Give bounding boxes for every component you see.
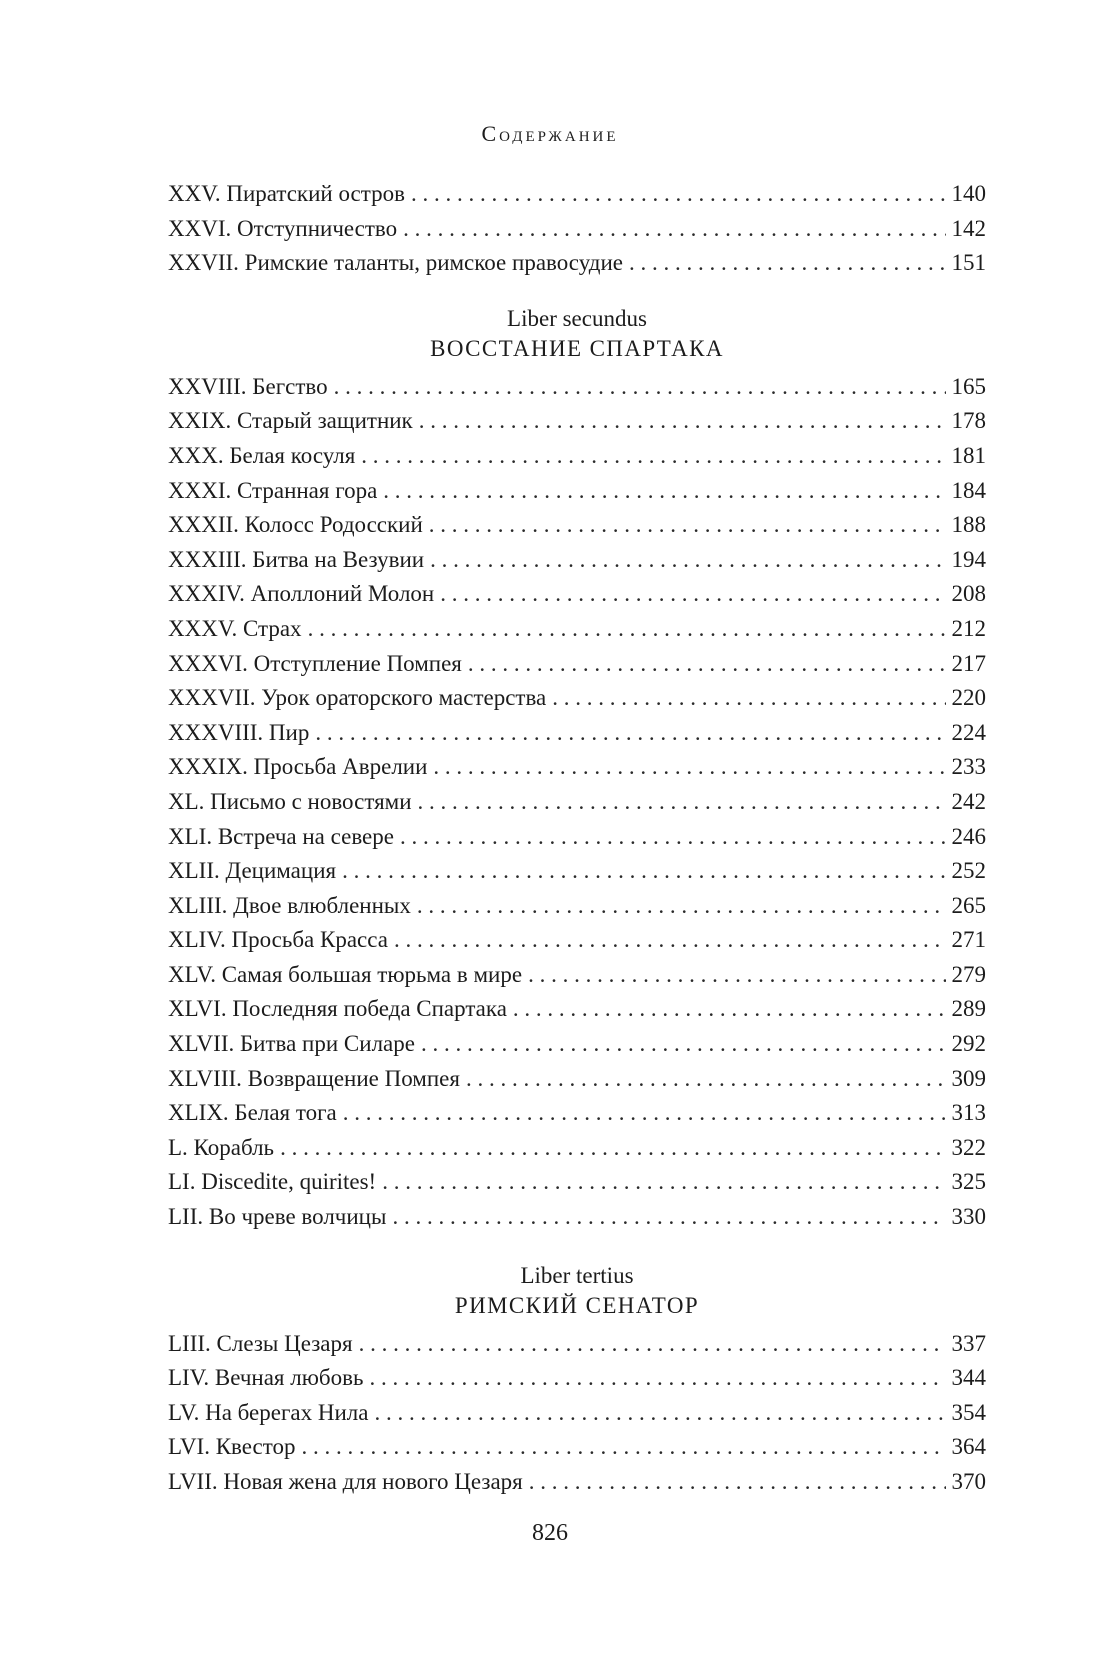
toc-entry (168, 820, 986, 855)
toc-entry (168, 1327, 986, 1362)
toc-entry-page: 242 (951, 788, 986, 814)
part-label: Liber tertius (520, 1262, 634, 1288)
dot-leader (513, 992, 946, 1027)
toc-entry-page: 271 (951, 927, 986, 953)
toc-entry-title: XXXVI. Отступление Помпея (168, 650, 462, 676)
toc-entry-title: LV. На берегах Нила (168, 1399, 369, 1425)
toc-entry-page: 344 (951, 1365, 986, 1391)
toc-entry (168, 1131, 986, 1166)
toc-entry-page: 252 (951, 858, 986, 884)
toc-entry (168, 1096, 986, 1131)
toc-entry-page: 208 (951, 581, 986, 607)
toc-entry-page: 194 (951, 546, 986, 572)
toc-entry-title: L. Корабль (168, 1134, 275, 1160)
toc-entry (168, 923, 986, 958)
dot-leader (361, 439, 945, 474)
toc-entry-title: XXXII. Колосс Родосский (168, 512, 423, 538)
table-of-contents (168, 177, 986, 1500)
toc-entry (168, 681, 986, 716)
toc-entry-page: 322 (951, 1134, 986, 1160)
dot-leader (403, 212, 945, 247)
toc-entry (168, 246, 986, 281)
dot-leader (629, 246, 946, 281)
dot-leader (400, 820, 946, 855)
toc-entry-page: 165 (951, 373, 986, 399)
toc-entry (168, 439, 986, 474)
toc-entry-title: LIV. Вечная любовь (168, 1365, 364, 1391)
toc-entry-page: 309 (951, 1065, 986, 1091)
toc-entry-title: XLII. Децимация (168, 858, 337, 884)
toc-entry (168, 212, 986, 247)
toc-entry-title: XXVI. Отступничество (168, 215, 398, 241)
toc-entry (168, 404, 986, 439)
toc-entry-title: XXXVIII. Пир (168, 719, 310, 745)
toc-entry (168, 1062, 986, 1097)
dot-leader (392, 1200, 945, 1235)
toc-entry (168, 750, 986, 785)
toc-entry (168, 1361, 986, 1396)
toc-entry-title: XLVI. Последняя победа Спартака (168, 996, 507, 1022)
toc-entry-page: 212 (951, 615, 986, 641)
part-heading-book2 (168, 304, 986, 364)
dot-leader (429, 508, 946, 543)
dot-leader (334, 370, 946, 405)
toc-entry-title: XXXI. Странная гора (168, 477, 378, 503)
toc-entry-title: XXVII. Римские таланты, римское правосудие (168, 250, 623, 276)
toc-entry-title: XXXIV. Аполлоний Молон (168, 581, 435, 607)
toc-entry-title: XXXVII. Урок ораторского мастерства (168, 685, 547, 711)
dot-leader (374, 1396, 945, 1431)
toc-entry (168, 1430, 986, 1465)
toc-entry-title: LVI. Квестор (168, 1434, 296, 1460)
toc-entry (168, 1200, 986, 1235)
dot-leader (421, 1027, 946, 1062)
dot-leader (343, 1096, 946, 1131)
toc-entry (168, 543, 986, 578)
toc-entry (168, 785, 986, 820)
dot-leader (369, 1361, 945, 1396)
toc-entry (168, 854, 986, 889)
dot-leader (308, 612, 946, 647)
part-heading-book3 (168, 1261, 986, 1321)
toc-entry-title: LII. Во чреве волчицы (168, 1204, 387, 1230)
dot-leader (342, 854, 945, 889)
toc-entry-title: XLI. Встреча на севере (168, 823, 394, 849)
book3-chapter-list (168, 1327, 986, 1500)
toc-entry (168, 647, 986, 682)
dot-leader (359, 1327, 946, 1362)
toc-entry-page: 181 (951, 442, 986, 468)
toc-entry-page: 184 (951, 477, 986, 503)
running-head: Содержание (481, 121, 619, 146)
toc-entry-page: 354 (951, 1399, 986, 1425)
dot-leader (315, 716, 945, 751)
toc-entry-page: 178 (951, 408, 986, 434)
dot-leader (411, 177, 946, 212)
part-title: ВОССТАНИЕ СПАРТАКА (430, 335, 724, 361)
toc-entry-page: 330 (951, 1204, 986, 1230)
dot-leader (302, 1430, 946, 1465)
toc-entry-title: LVII. Новая жена для нового Цезаря (168, 1469, 523, 1494)
toc-entry-title: XXXV. Страх (168, 615, 302, 641)
toc-entry-title: XL. Письмо с новостями (168, 788, 412, 814)
dot-leader (468, 647, 946, 682)
book2-chapter-list (168, 370, 986, 1235)
dot-leader (552, 681, 945, 716)
dot-leader (417, 889, 946, 924)
dot-leader (430, 543, 945, 578)
dot-leader (382, 1165, 945, 1200)
toc-entry (168, 474, 986, 509)
toc-entry-page: 289 (951, 996, 986, 1022)
toc-entry-page: 246 (951, 823, 986, 849)
toc-entry-page: 313 (951, 1100, 986, 1126)
toc-entry-title: XLVII. Битва при Силаре (168, 1031, 415, 1057)
toc-entry-title: XXV. Пиратский остров (168, 181, 405, 206)
toc-entry (168, 370, 986, 405)
toc-entry (168, 1465, 986, 1500)
dot-leader (419, 404, 946, 439)
toc-entry-title: XXXIII. Битва на Везувии (168, 546, 425, 572)
toc-entry (168, 992, 986, 1027)
toc-entry-page: 364 (951, 1434, 986, 1460)
toc-entry (168, 177, 986, 212)
toc-entry-title: XLIX. Белая тога (168, 1100, 337, 1126)
toc-entry-page: 265 (951, 892, 986, 918)
dot-leader (418, 785, 946, 820)
toc-entry-page: 224 (951, 719, 986, 745)
dot-leader (394, 923, 946, 958)
toc-entry-title: LIII. Слезы Цезаря (168, 1330, 353, 1356)
toc-entry-page: 217 (951, 650, 986, 676)
toc-entry (168, 508, 986, 543)
toc-entry-page: 370 (951, 1469, 986, 1494)
toc-entry (168, 958, 986, 993)
toc-entry (168, 612, 986, 647)
toc-entry (168, 1027, 986, 1062)
toc-entry-page: 140 (951, 181, 986, 206)
toc-entry-page: 142 (951, 215, 986, 241)
toc-entry-title: XLIII. Двое влюбленных (168, 892, 411, 918)
dot-leader (529, 1465, 946, 1500)
toc-entry-page: 279 (951, 961, 986, 987)
dot-leader (280, 1131, 945, 1166)
toc-entry-page: 188 (951, 512, 986, 538)
dot-leader (440, 577, 945, 612)
part-title: РИМСКИЙ СЕНАТОР (454, 1292, 700, 1318)
toc-entry (168, 889, 986, 924)
toc-entry-page: 233 (951, 754, 986, 780)
toc-entry (168, 1396, 986, 1431)
toc-entry-title: XLIV. Просьба Красса (168, 927, 388, 953)
page-number: 826 (532, 1520, 568, 1546)
toc-entry-page: 292 (951, 1031, 986, 1057)
toc-entry-page: 337 (951, 1330, 986, 1356)
toc-entry-page: 151 (951, 250, 986, 276)
toc-entry-page: 220 (951, 685, 986, 711)
dot-leader (433, 750, 945, 785)
toc-entry-page: 325 (951, 1169, 986, 1195)
dot-leader (466, 1062, 946, 1097)
toc-entry-title: XXIX. Старый защитник (168, 408, 413, 434)
toc-entry-title: XXVIII. Бегство (168, 373, 328, 399)
book1-tail-list (168, 177, 986, 281)
toc-entry-title: XXXIX. Просьба Аврелии (168, 754, 428, 780)
dot-leader (528, 958, 945, 993)
toc-entry-title: XLV. Самая большая тюрьма в мире (168, 961, 523, 987)
toc-entry-title: LI. Discedite, quirites! (168, 1169, 377, 1195)
part-label: Liber secundus (507, 305, 647, 331)
toc-entry-title: XXX. Белая косуля (168, 442, 356, 468)
toc-entry (168, 1165, 986, 1200)
toc-entry (168, 716, 986, 751)
dot-leader (383, 474, 945, 509)
toc-entry-title: XLVIII. Возвращение Помпея (168, 1065, 460, 1091)
toc-entry (168, 577, 986, 612)
